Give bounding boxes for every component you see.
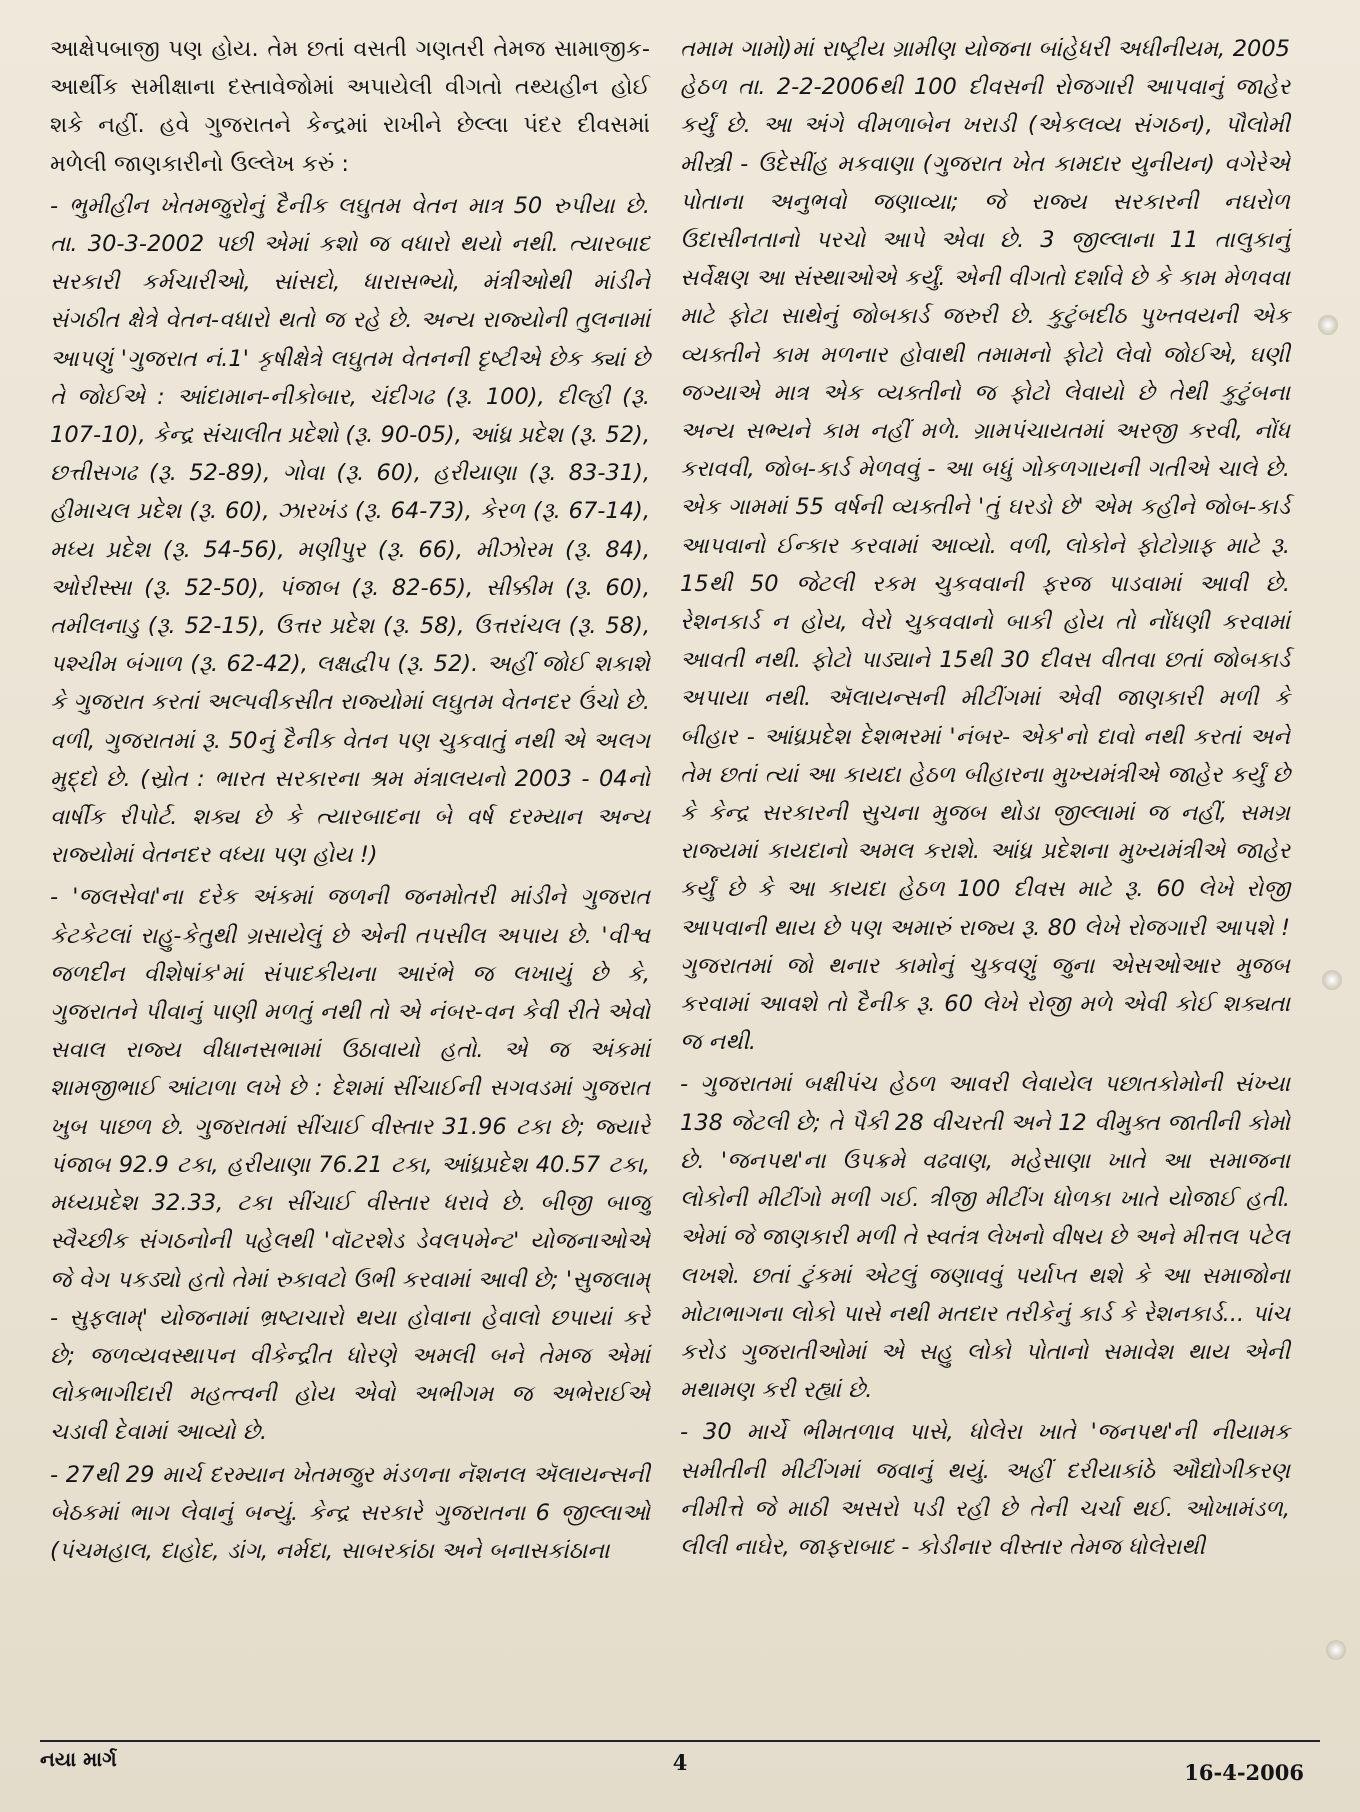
issue-date: 16-4-2006	[1184, 1760, 1304, 1785]
right-column	[680, 30, 1290, 1570]
left-paragraph-alliance: - 27થી 29 માર્ચ દરમ્યાન ખેતમજુર મંડળના નૅશનલ ઍલાયન્સની બેઠકમાં ભાગ લેવાનું બન્યું. કેન્દ્ર સરકારે ગુજરાતના 6 જીલ્લાઓ (પંચમહાલ, દાહોદ, ડાંગ, નર્મદા, સાબરકાંઠા અને બનાસકાંઠાના	[50, 1461, 650, 1564]
right-paragraph-backward-classes: - ગુજરાતમાં બક્ષીપંચ હેઠળ આવરી લેવાયેલ પછાતકોમોની સંખ્યા 138 જેટલી છે; તે પૈકી 28 વીચરતી અને 12 વીમુક્ત જાતીની કોમો છે. 'જનપથ'ના ઉપક્રમે વઢવાણ, મહેસાણા ખાતે આ સમાજના લોકોની મીટીંગો મળી ગઈ. ત્રીજી મીટીંગ ધોળકા ખાતે યોજાઈ હતી. એમાં જે જાણકારી મળી તે સ્વતંત્ર લેખનો વીષય છે અને મીત્તલ પટેલ લખશે. છતાં ટુંકમાં એટલું જણાવવું પર્યાપ્ત થશે કે આ સમાજોના મોટાભાગના લોકો પાસે નથી મતદાર તરીકેનું કાર્ડ કે રેશનકાર્ડ... પાંચ કરોડ ગુજરાતીઓમાં એ સહુ લોકો પોતાનો સમાવેશ થાય એની મથામણ કરી રહ્યાં છે.	[680, 1071, 1290, 1404]
footer-rule	[40, 1740, 1320, 1742]
binder-hole-decoration	[1326, 1640, 1346, 1660]
publication-name: નયા માર્ગ	[40, 1747, 117, 1771]
left-paragraph-wages: - ભુમીહીન ખેતમજુરોનું દૈનીક લઘુતમ વેતન માત્ર 50 રુપીયા છે. તા. 30-3-2002 પછી એમાં કશો જ વધારો થયો નથી. ત્યારબાદ સરકારી કર્મચારીઓ, સાંસદો, ધારાસભ્યો, મંત્રીઓથી માંડીને સંગઠીત ક્ષેત્રે વેતન-વધારો થતો જ રહે છે. અન્ય રાજ્યોની તુલનામાં આપણું 'ગુજરાત નં.1' કૃષીક્ષેત્રે લઘુતમ વેતનની દૃષ્ટીએ છેક ક્યાં છે તે જોઈએ : આંદામાન-નીકોબાર, ચંદીગઢ (રૂ. 100), દીલ્હી (રૂ. 107-10), કેન્દ્ર સંચાલીત પ્રદેશો (રૂ. 90-05), આંધ્ર પ્રદેશ (રૂ. 52), છત્તીસગઢ (રૂ. 52-89), ગોવા (રૂ. 60), હરીયાણા (રૂ. 83-31), હીમાચલ પ્રદેશ (રૂ. 60), ઝારખંડ (રૂ. 64-73), કેરળ (રૂ. 67-14), મધ્ય પ્રદેશ (રૂ. 54-56), મણીપુર (રૂ. 66), મીઝોરમ (રૂ. 84), ઓરીસ્સા (રૂ. 52-50), પંજાબ (રૂ. 82-65), સીક્કીમ (રૂ. 60), તમીલનાડુ (રૂ. 52-15), ઉત્તર પ્રદેશ (રૂ. 58), ઉત્તરાંચલ (રૂ. 58), પશ્ચીમ બંગાળ (રૂ. 62-42), લક્ષદ્વીપ (રૂ. 52). અહીં જોઈ શકાશે કે ગુજરાત કરતાં અલ્પવીકસીત રાજ્યોમાં લઘુતમ વેતનદર ઉંચો છે. વળી, ગુજરાતમાં રૂ. 50નું દૈનીક વેતન પણ ચુકવાતું નથી એ અલગ મુદ્દો છે. (સ્રોત : ભારત સરકારના શ્રમ મંત્રાલયનો 2003 - 04નો વાર્ષીક રીપોર્ટ. શક્ય છે કે ત્યારબાદના બે વર્ષ દરમ્યાન અન્ય રાજ્યોમાં વેતનદર વધ્યા પણ હોય !)	[50, 192, 650, 869]
binder-hole-decoration	[1318, 315, 1338, 335]
page-number: 4	[672, 1750, 688, 1775]
left-column	[50, 30, 650, 1574]
binder-hole-decoration	[1322, 970, 1342, 990]
left-paragraph-intro: આક્ષેપબાજી પણ હોય. તેમ છતાં વસતી ગણતરી તેમજ સામાજીક-આર્થીક સમીક્ષાના દસ્તાવેજોમાં અપાયેલી વીગતો તથ્યહીન હોઈ શકે નહીં. હવે ગુજરાતને કેન્દ્રમાં રાખીને છેલ્લા પંદર દીવસમાં મળેલી જાણકારીનો ઉલ્લેખ કરું :	[50, 36, 650, 177]
left-paragraph-water: - 'જલસેવા'ના દરેક અંકમાં જળની જનમોતરી માંડીને ગુજરાત કેટકેટલાં રાહુ-કેતુથી ગ્રસાયેલું છે એની તપસીલ અપાય છે. 'વીશ્વ જળદીન વીશેષાંક'માં સંપાદકીયના આરંભે જ લખાયું છે કે, ગુજરાતને પીવાનું પાણી મળતું નથી તો એ નંબર-વન કેવી રીતે એવો સવાલ રાજ્ય વીધાનસભામાં ઉઠાવાયો હતો. એ જ અંકમાં શામજીભાઈ આંટાળા લખે છે : દેશમાં સીંચાઈની સગવડમાં ગુજરાત ખુબ પાછળ છે. ગુજરાતમાં સીંચાઈ વીસ્તાર 31.96 ટકા છે; જ્યારે પંજાબ 92.9 ટકા, હરીયાણા 76.21 ટકા, આંધ્રપ્રદેશ 40.57 ટકા, મધ્યપ્રદેશ 32.33, ટકા સીંચાઈ વીસ્તાર ધરાવે છે. બીજી બાજુ સ્વૈચ્છીક સંગઠનોની પહેલથી 'વૉટરશેડ ડેવલપમેન્ટ' યોજનાઓએ જે વેગ પકડ્યો હતો તેમાં રુકાવટો ઉભી કરવામાં આવી છે; 'સુજલામ્ - સુફલામ્' યોજનામાં ભ્રષ્ટાચારો થયા હોવાના હેવાલો છપાયાં કરે છે; જળવ્યવસ્થાપન વીકેન્દ્રીત ધોરણે અમલી બને તેમજ એમાં લોકભાગીદારી મહત્ત્વની હોય એવો અભીગમ જ અભેરાઈએ ચડાવી દેવામાં આવ્યો છે.	[50, 884, 650, 1446]
right-paragraph-employment: તમામ ગામો)માં રાષ્ટ્રીય ગ્રામીણ યોજના બાંહેધરી અધીનીયમ, 2005 હેઠળ તા. 2-2-2006થી 100 દીવસની રોજગારી આપવાનું જાહેર કર્યું છે. આ અંગે વીમળાબેન ખરાડી (એકલવ્ય સંગઠન), પૌલોમી મીસ્ત્રી - ઉદેસીંહ મકવાણા (ગુજરાત ખેત કામદાર યુનીયન) વગેરેએ પોતાના અનુભવો જણાવ્યા; જે રાજ્ય સરકારની નઘરોળ ઉદાસીનતાનો પરચો આપે એવા છે. 3 જીલ્લાના 11 તાલુકાનું સર્વેક્ષણ આ સંસ્થાઓએ કર્યું. એની વીગતો દર્શાવે છે કે કામ મેળવવા માટે ફોટા સાથેનું જોબકાર્ડ જરુરી છે. કુટુંબદીઠ પુખ્તવયની એક વ્યક્તીને કામ મળનાર હોવાથી તમામનો ફોટો લેવો જોઈએ, ઘણી જગ્યાએ માત્ર એક વ્યક્તીનો જ ફોટો લેવાયો છે તેથી કુટુંબના અન્ય સભ્યને કામ નહીં મળે. ગ્રામપંચાયતમાં અરજી કરવી, નોંધ કરાવવી, જોબ-કાર્ડ મેળવવું - આ બધું ગોકળગાયની ગતીએ ચાલે છે. એક ગામમાં 55 વર્ષની વ્યક્તીને 'તું ઘરડો છે' એમ કહીને જોબ-કાર્ડ આપવાનો ઈન્કાર કરવામાં આવ્યો. વળી, લોકોને ફોટોગ્રાફ માટે રૂ. 15થી 50 જેટલી રકમ ચુકવવાની ફરજ પાડવામાં આવી છે. રેશનકાર્ડ ન હોય, વેરો ચુકવવાનો બાકી હોય તો નોંધણી કરવામાં આવતી નથી. ફોટો પાડ્યાને 15થી 30 દીવસ વીતવા છતાં જોબકાર્ડ અપાયા નથી. ઍલાયન્સની મીટીંગમાં એવી જાણકારી મળી કે બીહાર - આંધ્રપ્રદેશ દેશભરમાં 'નંબર- એક'નો દાવો નથી કરતાં અને તેમ છતાં ત્યાં આ કાયદા હેઠળ બીહારના મુખ્યમંત્રીએ જાહેર કર્યું છે કે કેન્દ્ર સરકારની સુચના મુજબ થોડા જીલ્લામાં જ નહીં, સમગ્ર રાજ્યમાં કાયદાનો અમલ કરાશે. આંધ્ર પ્રદેશના મુખ્યમંત્રીએ જાહેર કર્યું છે કે આ કાયદા હેઠળ 100 દીવસ માટે રૂ. 60 લેખે રોજી આપવાની થાય છે પણ અમારું રાજ્ય રૂ. 80 લેખે રોજગારી આપશે ! ગુજરાતમાં જો થનાર કામોનું ચુકવણું જુના એસઓઆર મુજબ કરવામાં આવશે તો દૈનીક રૂ. 60 લેખે રોજી મળે એવી કોઈ શક્યતા જ નથી.	[680, 36, 1290, 1056]
right-paragraph-coast: - 30 માર્ચે ભીમતળાવ પાસે, ધોલેરા ખાતે 'જનપથ'ની નીયામક સમીતીની મીટીંગમાં જવાનું થયું. અહીં દરીયાકાંઠે ઔદ્યોગીકરણ નીમીત્તે જે માઠી અસરો પડી રહી છે તેની ચર્ચા થઈ. ઓખામંડળ, લીલી નાઘેર, જાફરાબાદ - કોડીનાર વીસ્તાર તેમજ ધોલેરાથી	[680, 1419, 1290, 1560]
